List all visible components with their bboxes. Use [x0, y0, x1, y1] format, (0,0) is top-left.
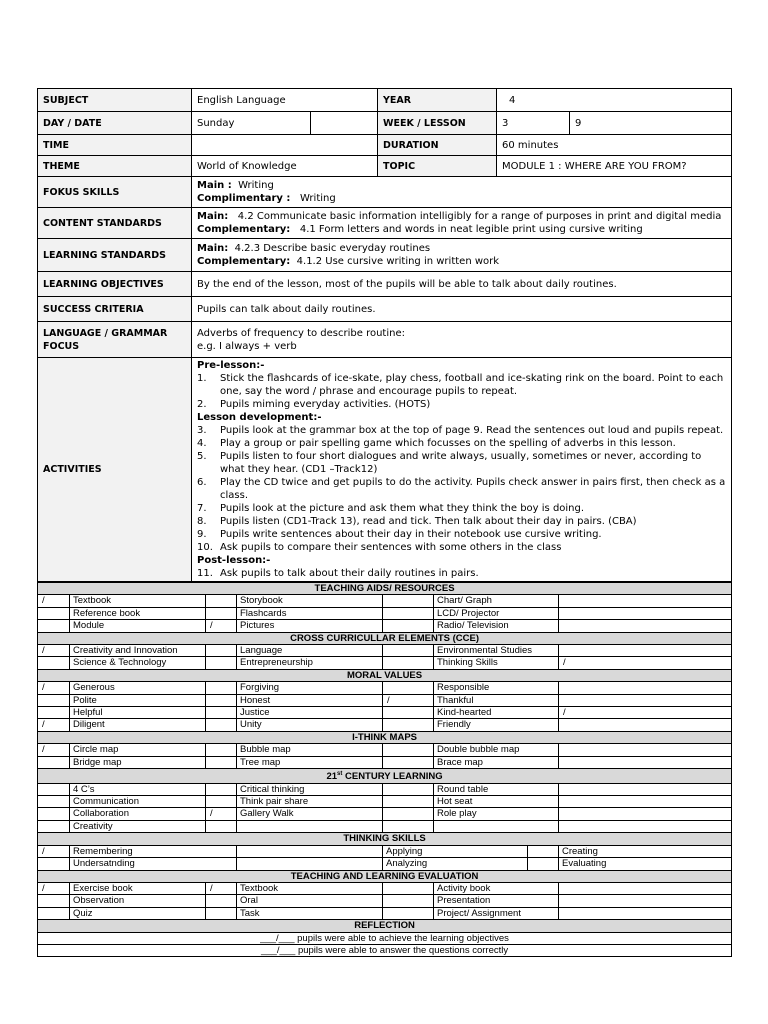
- item-label-cell: Kind-hearted: [434, 707, 559, 719]
- check-mark-cell[interactable]: [559, 895, 732, 907]
- item-label-cell: Thankful: [434, 694, 559, 706]
- item-label-cell: Think pair share: [237, 796, 383, 808]
- check-mark-cell[interactable]: [559, 907, 732, 919]
- item-label-cell: Storybook: [237, 595, 383, 607]
- check-mark-cell[interactable]: [38, 796, 70, 808]
- activities-value: Pre-lesson:- 1. Stick the flashcards of ice-skate, play chess, football and ice-skating rink on the board. Point to each one, say the word / phrase and encourage pupils to repeat. 2. Pupils miming everyday activities. (HOTS) Lesson development:- 3. Pupils look at the grammar box at the top of page 9. Read the sentences out loud and pupils repeat. 4. Play a group or pair spelling game which focusses on the spelling of adverbs in this lesson. 5. Pupils listen to four short dialogues and write always, usually, sometimes or never, according to what they hear. (CD1 –Track12) 6. Play the CD twice and get pupils to do the activity. Pupils check answer in pairs first, then check as a class. 7. Pupils look at the picture and ask them what they think the boy is doing. 8. Pupils listen (CD1-Track 13), read and tick. Then talk about their day in pairs. (CBA) 9. Pupils write sentences about their day in their notebook use cursive writing. 10. Ask pupils to compare their sentences with some others in the class Post-lesson:- 11. Ask pupils to talk about their daily routines in pairs.: [192, 358, 732, 582]
- check-mark-cell[interactable]: /: [38, 645, 70, 657]
- check-mark-cell[interactable]: [206, 796, 237, 808]
- lesson-value: 9: [570, 112, 732, 135]
- check-mark-cell[interactable]: [38, 895, 70, 907]
- check-mark-cell[interactable]: [38, 694, 70, 706]
- item-label-cell: Thinking Skills: [434, 657, 559, 669]
- check-mark-cell[interactable]: /: [38, 719, 70, 731]
- check-mark-cell[interactable]: /: [38, 882, 70, 894]
- activity-step-number: 3.: [197, 425, 207, 436]
- check-mark-cell[interactable]: [383, 783, 434, 795]
- activity-step-text: Pupils look at the picture and ask them what they think the boy is doing.: [220, 503, 585, 514]
- check-mark-cell[interactable]: [559, 607, 732, 619]
- item-label-cell: Bridge map: [70, 756, 206, 768]
- check-mark-cell[interactable]: [206, 783, 237, 795]
- item-label-cell: Activity book: [434, 882, 559, 894]
- section-header-row: [38, 731, 732, 743]
- check-mark-cell[interactable]: [383, 796, 434, 808]
- check-mark-cell[interactable]: /: [38, 845, 70, 857]
- item-label-cell: Task: [237, 907, 383, 919]
- language-focus-value: Adverbs of frequency to describe routine: e.g. I always + verb: [192, 322, 732, 358]
- item-label-cell: Flashcards: [237, 607, 383, 619]
- activity-step: [197, 476, 726, 502]
- check-mark-cell[interactable]: [383, 719, 434, 731]
- check-mark-cell[interactable]: [206, 756, 237, 768]
- learning-standards-value: Main: 4.2.3 Describe basic everyday routines Complementary: 4.1.2 Use cursive writing in written work: [192, 239, 732, 272]
- check-mark-cell[interactable]: [383, 907, 434, 919]
- activity-step-number: 1.: [197, 373, 207, 384]
- section-header-row: [38, 833, 732, 845]
- lesson-development-list: [197, 424, 726, 554]
- year-label: YEAR: [378, 89, 497, 112]
- item-label-cell: Collaboration: [70, 808, 206, 820]
- item-label-cell: Polite: [70, 694, 206, 706]
- topic-label: TOPIC: [378, 156, 497, 177]
- table-row: [38, 682, 732, 694]
- check-mark-cell[interactable]: [383, 820, 434, 832]
- check-mark-cell[interactable]: [559, 719, 732, 731]
- item-label-cell: [434, 820, 559, 832]
- table-row: [38, 595, 732, 607]
- item-label-cell: Entrepreneurship: [237, 657, 383, 669]
- learning-objectives-label: LEARNING OBJECTIVES: [38, 272, 192, 297]
- check-mark-cell[interactable]: [559, 645, 732, 657]
- check-mark-cell[interactable]: [559, 808, 732, 820]
- check-mark-cell[interactable]: [206, 607, 237, 619]
- success-criteria-label: SUCCESS CRITERIA: [38, 297, 192, 322]
- check-mark-cell[interactable]: [237, 858, 383, 870]
- duration-label: DURATION: [378, 135, 497, 156]
- item-label-cell: Project/ Assignment: [434, 907, 559, 919]
- table-row: [38, 707, 732, 719]
- item-label-cell: Communication: [70, 796, 206, 808]
- item-label-cell: Critical thinking: [237, 783, 383, 795]
- item-label-cell: Honest: [237, 694, 383, 706]
- check-mark-cell[interactable]: [206, 707, 237, 719]
- item-label-cell: Double bubble map: [434, 744, 559, 756]
- activity-step-text: Stick the flashcards of ice-skate, play chess, football and ice-skating rink on the board. Point to each one, say the word / phrase and encourage pupils to repeat.: [220, 373, 724, 397]
- item-label-cell: Analyzing: [383, 858, 528, 870]
- check-mark-cell[interactable]: [206, 694, 237, 706]
- item-label-cell: Role play: [434, 808, 559, 820]
- section-header-row: [38, 769, 732, 784]
- check-mark-cell[interactable]: [383, 682, 434, 694]
- check-mark-cell[interactable]: /: [206, 808, 237, 820]
- reflection-line[interactable]: ___/___ pupils were able to achieve the learning objectives: [38, 932, 732, 944]
- item-label-cell: Bubble map: [237, 744, 383, 756]
- activity-step-text: Pupils miming everyday activities. (HOTS): [220, 399, 431, 410]
- check-mark-cell[interactable]: /: [206, 882, 237, 894]
- item-label-cell: Gallery Walk: [237, 808, 383, 820]
- table-row: [38, 858, 732, 870]
- day-date-label: DAY / DATE: [38, 112, 192, 135]
- post-lesson-list: [197, 567, 726, 580]
- table-row: [38, 882, 732, 894]
- check-mark-cell[interactable]: [206, 595, 237, 607]
- reflection-line[interactable]: ___/___ pupils were able to answer the questions correctly: [38, 944, 732, 956]
- subject-value: English Language: [192, 89, 378, 112]
- activity-step: [197, 502, 726, 515]
- table-row: [38, 744, 732, 756]
- activity-step-text: Ask pupils to compare their sentences with some others in the class: [220, 542, 562, 553]
- table-row: [38, 645, 732, 657]
- table-row: [38, 808, 732, 820]
- activity-step-number: 10.: [197, 542, 213, 553]
- activity-step-number: 6.: [197, 477, 207, 488]
- activity-step-text: Pupils look at the grammar box at the top of page 9. Read the sentences out loud and pupils repeat.: [220, 425, 724, 436]
- activity-step-text: Play a group or pair spelling game which focusses on the spelling of adverbs in this lesson.: [220, 438, 676, 449]
- item-label-cell: Remembering: [70, 845, 237, 857]
- item-label-cell: Textbook: [237, 882, 383, 894]
- check-mark-cell[interactable]: [38, 783, 70, 795]
- check-mark-cell[interactable]: /: [38, 744, 70, 756]
- item-label-cell: Creating: [559, 845, 732, 857]
- topic-value: MODULE 1 : WHERE ARE YOU FROM?: [497, 156, 732, 177]
- item-label-cell: Textbook: [70, 595, 206, 607]
- check-mark-cell[interactable]: [383, 744, 434, 756]
- item-label-cell: Applying: [383, 845, 528, 857]
- activity-step-text: Pupils listen (CD1-Track 13), read and tick. Then talk about their day in pairs. (CBA): [220, 516, 637, 527]
- item-label-cell: [237, 820, 383, 832]
- lesson-plan: [37, 88, 731, 957]
- item-label-cell: Tree map: [237, 756, 383, 768]
- check-mark-cell[interactable]: [237, 845, 383, 857]
- lesson-plan-header-table: [37, 88, 732, 582]
- item-label-cell: Chart/ Graph: [434, 595, 559, 607]
- check-mark-cell[interactable]: [206, 645, 237, 657]
- check-mark-cell[interactable]: [383, 882, 434, 894]
- week-lesson-label: WEEK / LESSON: [378, 112, 497, 135]
- activity-step-text: Play the CD twice and get pupils to do the activity. Pupils check answer in pairs first, then check as a class.: [220, 477, 726, 501]
- table-row: [38, 820, 732, 832]
- theme-label: THEME: [38, 156, 192, 177]
- fokus-skills-label: FOKUS SKILLS: [38, 177, 192, 208]
- table-row: [38, 657, 732, 669]
- item-label-cell: Language: [237, 645, 383, 657]
- subject-label: SUBJECT: [38, 89, 192, 112]
- check-mark-cell[interactable]: [559, 682, 732, 694]
- section-header-row: [38, 583, 732, 595]
- item-label-cell: Creativity and Innovation: [70, 645, 206, 657]
- fokus-skills-value: Main : Writing Complimentary : Writing: [192, 177, 732, 208]
- check-mark-cell[interactable]: /: [383, 694, 434, 706]
- check-mark-cell[interactable]: [38, 858, 70, 870]
- check-mark-cell[interactable]: [559, 820, 732, 832]
- check-mark-cell[interactable]: [206, 744, 237, 756]
- check-mark-cell[interactable]: [559, 595, 732, 607]
- item-label-cell: Observation: [70, 895, 206, 907]
- theme-value: World of Knowledge: [192, 156, 378, 177]
- activity-step: [197, 567, 726, 580]
- section-header-row: [38, 920, 732, 932]
- item-label-cell: Environmental Studies: [434, 645, 559, 657]
- pre-lesson-list: [197, 372, 726, 411]
- check-mark-cell[interactable]: [528, 845, 559, 857]
- check-mark-cell[interactable]: [559, 620, 732, 632]
- section-header-row: [38, 870, 732, 882]
- checklist-table: [37, 582, 732, 957]
- item-label-cell: Hot seat: [434, 796, 559, 808]
- item-label-cell: Module: [70, 620, 206, 632]
- item-label-cell: Responsible: [434, 682, 559, 694]
- moral-values-header: MORAL VALUES: [38, 669, 732, 681]
- item-label-cell: Pictures: [237, 620, 383, 632]
- check-mark-cell[interactable]: [559, 882, 732, 894]
- table-row: [38, 607, 732, 619]
- activity-step: [197, 424, 726, 437]
- check-mark-cell[interactable]: [38, 620, 70, 632]
- table-row: [38, 907, 732, 919]
- item-label-cell: Generous: [70, 682, 206, 694]
- item-label-cell: Oral: [237, 895, 383, 907]
- activity-step: [197, 541, 726, 554]
- check-mark-cell[interactable]: /: [206, 620, 237, 632]
- item-label-cell: Presentation: [434, 895, 559, 907]
- check-mark-cell[interactable]: [38, 820, 70, 832]
- item-label-cell: Friendly: [434, 719, 559, 731]
- activity-step-text: Pupils listen to four short dialogues and write always, usually, sometimes or never, according to what they hear. (CD1 –Track12): [220, 451, 702, 475]
- check-mark-cell[interactable]: /: [559, 707, 732, 719]
- item-label-cell: Unity: [237, 719, 383, 731]
- check-mark-cell[interactable]: [559, 796, 732, 808]
- item-label-cell: Brace map: [434, 756, 559, 768]
- item-label-cell: LCD/ Projector: [434, 607, 559, 619]
- evaluation-header: TEACHING AND LEARNING EVALUATION: [38, 870, 732, 882]
- learning-standards-label: LEARNING STANDARDS: [38, 239, 192, 272]
- duration-value: 60 minutes: [497, 135, 732, 156]
- check-mark-cell[interactable]: /: [38, 595, 70, 607]
- check-mark-cell[interactable]: [383, 595, 434, 607]
- century-learning-header: 21st CENTURY LEARNING: [38, 769, 732, 784]
- activity-step-text: Ask pupils to talk about their daily routines in pairs.: [220, 568, 479, 579]
- time-label: TIME: [38, 135, 192, 156]
- item-label-cell: Evaluating: [559, 858, 732, 870]
- table-row: [38, 895, 732, 907]
- check-mark-cell[interactable]: [38, 907, 70, 919]
- check-mark-cell[interactable]: [559, 783, 732, 795]
- check-mark-cell[interactable]: [383, 620, 434, 632]
- reflection-header: REFLECTION: [38, 920, 732, 932]
- check-mark-cell[interactable]: [38, 707, 70, 719]
- table-row: [38, 783, 732, 795]
- check-mark-cell[interactable]: [559, 756, 732, 768]
- time-value: [192, 135, 378, 156]
- check-mark-cell[interactable]: [383, 895, 434, 907]
- content-standards-label: CONTENT STANDARDS: [38, 208, 192, 239]
- check-mark-cell[interactable]: [528, 858, 559, 870]
- item-label-cell: Exercise book: [70, 882, 206, 894]
- check-mark-cell[interactable]: [559, 744, 732, 756]
- table-row: [38, 694, 732, 706]
- check-mark-cell[interactable]: [206, 820, 237, 832]
- activity-step-number: 9.: [197, 529, 207, 540]
- section-header-row: [38, 632, 732, 644]
- table-row: [38, 845, 732, 857]
- table-row: [38, 620, 732, 632]
- item-label-cell: Diligent: [70, 719, 206, 731]
- activity-step: [197, 398, 726, 411]
- check-mark-cell[interactable]: [38, 657, 70, 669]
- check-mark-cell[interactable]: [383, 808, 434, 820]
- item-label-cell: Justice: [237, 707, 383, 719]
- item-label-cell: Circle map: [70, 744, 206, 756]
- item-label-cell: Creativity: [70, 820, 206, 832]
- check-mark-cell[interactable]: [206, 907, 237, 919]
- learning-objectives-value: By the end of the lesson, most of the pupils will be able to talk about daily routines.: [192, 272, 732, 297]
- day-date-value: Sunday: [192, 112, 311, 135]
- activity-step-number: 2.: [197, 399, 207, 410]
- section-header-row: [38, 669, 732, 681]
- check-mark-cell[interactable]: /: [559, 657, 732, 669]
- check-mark-cell[interactable]: /: [38, 682, 70, 694]
- reflection-row: [38, 944, 732, 956]
- check-mark-cell[interactable]: [38, 607, 70, 619]
- table-row: [38, 719, 732, 731]
- reflection-row: [38, 932, 732, 944]
- item-label-cell: Undersatnding: [70, 858, 237, 870]
- check-mark-cell[interactable]: [383, 607, 434, 619]
- check-mark-cell[interactable]: [383, 756, 434, 768]
- table-row: [38, 796, 732, 808]
- check-mark-cell[interactable]: [206, 895, 237, 907]
- item-label-cell: Reference book: [70, 607, 206, 619]
- item-label-cell: Quiz: [70, 907, 206, 919]
- item-label-cell: Round table: [434, 783, 559, 795]
- check-mark-cell[interactable]: [206, 719, 237, 731]
- check-mark-cell[interactable]: [38, 756, 70, 768]
- check-mark-cell[interactable]: [206, 657, 237, 669]
- check-mark-cell[interactable]: [38, 808, 70, 820]
- check-mark-cell[interactable]: [383, 645, 434, 657]
- activity-step-number: 7.: [197, 503, 207, 514]
- year-value: 4: [497, 89, 732, 112]
- activity-step: [197, 450, 726, 476]
- activity-step-text: Pupils write sentences about their day in their notebook use cursive writing.: [220, 529, 602, 540]
- day-date-extra: [311, 112, 378, 135]
- activities-label: ACTIVITIES: [38, 358, 192, 582]
- cce-header: CROSS CURRICULLAR ELEMENTS (CCE): [38, 632, 732, 644]
- activity-step: [197, 528, 726, 541]
- activity-step: [197, 515, 726, 528]
- language-focus-label: LANGUAGE / GRAMMAR FOCUS: [38, 322, 192, 358]
- week-value: 3: [497, 112, 570, 135]
- check-mark-cell[interactable]: [383, 657, 434, 669]
- activity-step-number: 11.: [197, 568, 213, 579]
- item-label-cell: Forgiving: [237, 682, 383, 694]
- thinking-skills-header: THINKING SKILLS: [38, 833, 732, 845]
- teaching-aids-header: TEACHING AIDS/ RESOURCES: [38, 583, 732, 595]
- check-mark-cell[interactable]: [206, 682, 237, 694]
- table-row: [38, 756, 732, 768]
- content-standards-value: Main: 4.2 Communicate basic information intelligibly for a range of purposes in print and digital media Complementary: 4.1 Form letters and words in neat legible print using cursive writing: [192, 208, 732, 239]
- activity-step: [197, 372, 726, 398]
- success-criteria-value: Pupils can talk about daily routines.: [192, 297, 732, 322]
- item-label-cell: Radio/ Television: [434, 620, 559, 632]
- activity-step-number: 4.: [197, 438, 207, 449]
- ithink-maps-header: I-THINK MAPS: [38, 731, 732, 743]
- activity-step: [197, 437, 726, 450]
- item-label-cell: Science & Technology: [70, 657, 206, 669]
- item-label-cell: Helpful: [70, 707, 206, 719]
- item-label-cell: 4 C’s: [70, 783, 206, 795]
- activity-step-number: 5.: [197, 451, 207, 462]
- check-mark-cell[interactable]: [559, 694, 732, 706]
- activity-step-number: 8.: [197, 516, 207, 527]
- check-mark-cell[interactable]: [383, 707, 434, 719]
